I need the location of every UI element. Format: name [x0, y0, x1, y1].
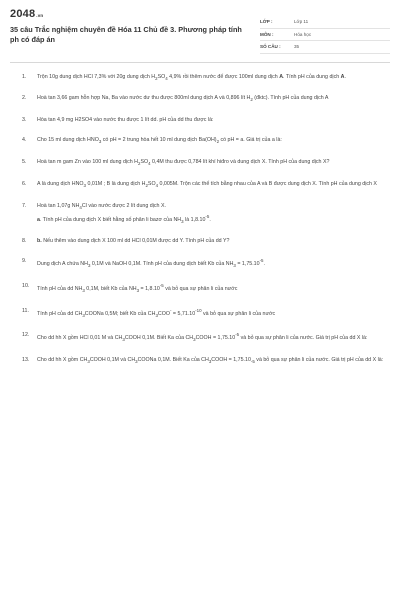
- question-number: 13.: [22, 357, 30, 364]
- question-item: [10, 180, 390, 190]
- question-number: 7.: [22, 203, 27, 210]
- meta-value-class: Lớp 11: [294, 19, 309, 25]
- question-number: 5.: [22, 159, 27, 166]
- header-left: [10, 8, 250, 44]
- question-item: [10, 158, 390, 168]
- question-item: [10, 237, 390, 245]
- question-number: 4.: [22, 137, 27, 144]
- question-item: [10, 136, 390, 146]
- question-text: Hòa tan 4,9 mg H2SO4 vào nước thu được 1 lít dd. pH của dd thu được là:: [37, 117, 214, 124]
- meta-row-subject: [260, 29, 390, 42]
- document-header: [10, 8, 390, 54]
- question-item: [10, 257, 390, 270]
- logo-sub-text: .vn: [36, 13, 44, 18]
- question-number: 10.: [22, 282, 30, 289]
- logo-main-text: 2048: [10, 8, 36, 20]
- question-item: [10, 94, 390, 104]
- meta-row-class: [260, 16, 390, 29]
- question-item: [10, 356, 390, 366]
- question-text: Cho dd hh X gồm $CH_3COOH$ 0,1M và $CH_3COONa$ 0,1M. Biết Ka của $CH_3COOH = 1,75.10_{-5}$ và bỏ qua sự phân li của nước. Giá trị pH của dd X là:: [37, 357, 384, 365]
- document-title: 35 câu Trắc nghiệm chuyên đề Hóa 11 Chủ đề 3. Phương pháp tính ph có đáp án: [10, 25, 242, 44]
- site-logo[interactable]: [10, 8, 250, 20]
- question-number: 11.: [22, 307, 29, 314]
- question-item: [10, 307, 390, 320]
- question-number: 3.: [22, 117, 27, 124]
- question-text: Dung dịch A chứa $NH_3$ 0,1M và NaOH 0,1M. Tính pH của dung dịch biết Kb của $NH_3 = 1,75.10^{-5}$.: [37, 258, 265, 269]
- question-number: 2.: [22, 95, 27, 102]
- question-item: [10, 202, 390, 226]
- question-item: [10, 116, 390, 124]
- question-text: Tính pH của dd $NH_3$ 0,1M, biết Kb của $NH_3 = 1,8.10^{-5}$ và bỏ qua sự phân li của nước: [37, 282, 238, 293]
- meta-label-subject: MÔN :: [260, 31, 274, 37]
- question-text: Tính pH của dd $CH_3COONa$ 0,5M; biết Kb của $CH_3COO^- = 5,71.10^{-10}$ và bỏ qua sự phân li của nước: [37, 307, 276, 318]
- question-number: 6.: [22, 181, 27, 188]
- question-text: Cho dd hh X gồm HCl 0,01 M và $CH_3COOH$ 0,1M. Biết Ka của $CH_3COOH = 1,75.10^{-5}$ và bỏ qua sự phân li của nước. Giá trị pH của dd X là:: [37, 332, 368, 343]
- meta-value-question-count: 35: [294, 44, 300, 50]
- question-text: Trộn 10g dung dịch HCl 7,3% với 20g dung dịch $H_2SO_4$ 4,9% rồi thêm nước để được 100ml dung dịch A. Tính pH của dung dịch A.: [37, 73, 346, 81]
- question-text: Hoà tan m gam Zn vào 100 ml dung dịch $H_2SO_4$ 0,4M thu được 0,784 lít khí hiđro và dung dịch X. Tính pH của dung dịch X?: [37, 159, 330, 167]
- meta-row-question-count: [260, 41, 390, 54]
- document-meta: [260, 16, 390, 54]
- question-item: [10, 331, 390, 344]
- question-item: [10, 73, 390, 83]
- question-text: b. Nếu thêm vào dung dịch X 100 ml dd HCl 0,01M được dd Y. Tính pH của dd Y?: [37, 238, 230, 245]
- question-text: Hoà tan 1,07g $NH_4Cl$ vào nước được 2 lít dung dịch X. a. Tính pH của dung dịch X biết hằng số phân li bazơ của $NH_3$ là $1,8.10^{-5}$.: [37, 203, 211, 224]
- question-number: 8.: [22, 238, 27, 245]
- question-list: [10, 73, 390, 367]
- question-number: 9.: [22, 258, 27, 265]
- question-number: 12.: [22, 332, 30, 339]
- meta-label-question-count: SỐ CÂU :: [260, 44, 281, 50]
- meta-label-class: LỚP :: [260, 19, 273, 25]
- question-text: Hoà tan 3,66 gam hỗn hợp Na, Ba vào nước dư thu được 800ml dung dịch A và 0,896 lít $H_2$ (đktc). Tính pH của dung dịch A: [37, 95, 329, 103]
- header-divider: [10, 62, 390, 63]
- meta-value-subject: Hóa học: [294, 31, 312, 37]
- question-text: Cho 15 ml dung dịch $HNO_3$ có pH = 2 trung hòa hết 10 ml dung dịch $Ba(OH)_2$ có pH = a. Giá trị của a là:: [37, 137, 282, 145]
- question-number: 1.: [22, 73, 27, 80]
- question-text: A là dung dịch $HNO_3$ 0,01M ; B là dung dịch $H_2SO_4$ 0,005M. Trộn các thể tích bằng nhau của A và B được dung dịch X. Tính pH của dung dịch X: [37, 181, 377, 189]
- question-item: [10, 282, 390, 295]
